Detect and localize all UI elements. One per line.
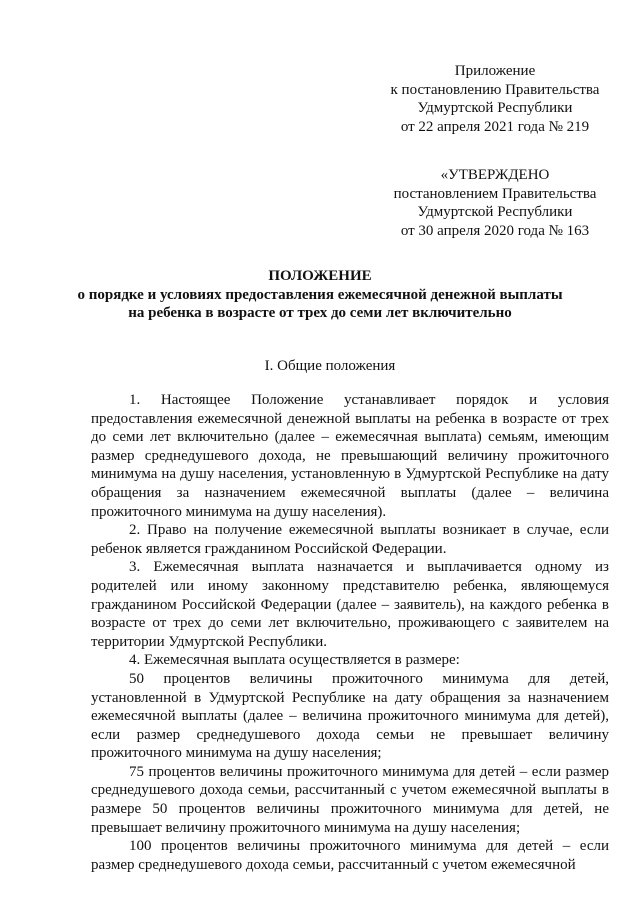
appendix-line-4: от 22 апреля 2021 года № 219 (400, 118, 590, 135)
approved-line-1: «УТВЕРЖДЕНО (440, 167, 550, 183)
appendix-header (360, 62, 630, 136)
title-line-2: на ребенка в возрасте от трех до семи лет включительно (128, 305, 512, 321)
section-heading: I. Общие положения (264, 358, 396, 374)
paragraph: 100 процентов величины прожиточного минимума для детей – если размер среднедушевого дохода семьи, рассчитанный с учетом ежемесячной (91, 838, 609, 873)
document-title (40, 267, 600, 323)
approved-line-2: постановлением Правительства (393, 185, 597, 202)
title-line-1: о порядке и условиях предоставления ежемесячной денежной выплаты (77, 286, 563, 303)
paragraph: 50 процентов величины прожиточного минимума для детей, установленной в Удмуртской Республике на дату обращения за назначением ежемесячной выплаты (далее – величина прожиточного минимума для детей), если размер среднедушевого дохода семьи не превышает величину прожиточного минимума на душу населения; (91, 670, 609, 762)
title-heading: ПОЛОЖЕНИЕ (268, 268, 372, 284)
approved-line-3: Удмуртской Республики (417, 204, 573, 220)
paragraph: 75 процентов величины прожиточного минимума для детей – если размер среднедушевого дохода семьи, рассчитанный с учетом ежемесячной выплаты в размере 50 процентов величины прожиточного минимума для детей, не превышает величину прожиточного минимума на душу населения; (91, 763, 609, 836)
document-body (91, 391, 609, 874)
paragraph: 4. Ежемесячная выплата осуществляется в размере: (129, 652, 460, 669)
paragraph: 2. Право на получение ежемесячной выплаты возникает в случае, если ребенок является гражданином Российской Федерации. (91, 522, 609, 557)
approved-line-4: от 30 апреля 2020 года № 163 (400, 222, 590, 239)
paragraph: 3. Ежемесячная выплата назначается и выплачивается одному из родителей или иному законному представителю ребенка, являющемуся гражданином Российской Федерации (далее – заявитель), на каждого ребенка в возрасте от трех до семи лет включительно, проживающего с заявителем на территории Удмуртской Республики. (91, 559, 609, 650)
appendix-line-3: Удмуртской Республики (417, 100, 573, 116)
appendix-line-2: к постановлению Правительства (390, 81, 600, 98)
appendix-line-1: Приложение (454, 63, 536, 79)
paragraph: 1. Настоящее Положение устанавливает порядок и условия предоставления ежемесячной денежной выплаты на ребенка в возрасте от трех до семи лет включительно (далее – ежемесячная выплата) семьям, имеющим размер среднедушевого дохода, не превышающий величину прожиточного минимума на душу населения, установленную в Удмуртской Республике на дату обращения за назначением ежемесячной выплаты (далее – величина прожиточного минимума на душу населения). (91, 392, 609, 520)
approved-header (360, 166, 630, 240)
